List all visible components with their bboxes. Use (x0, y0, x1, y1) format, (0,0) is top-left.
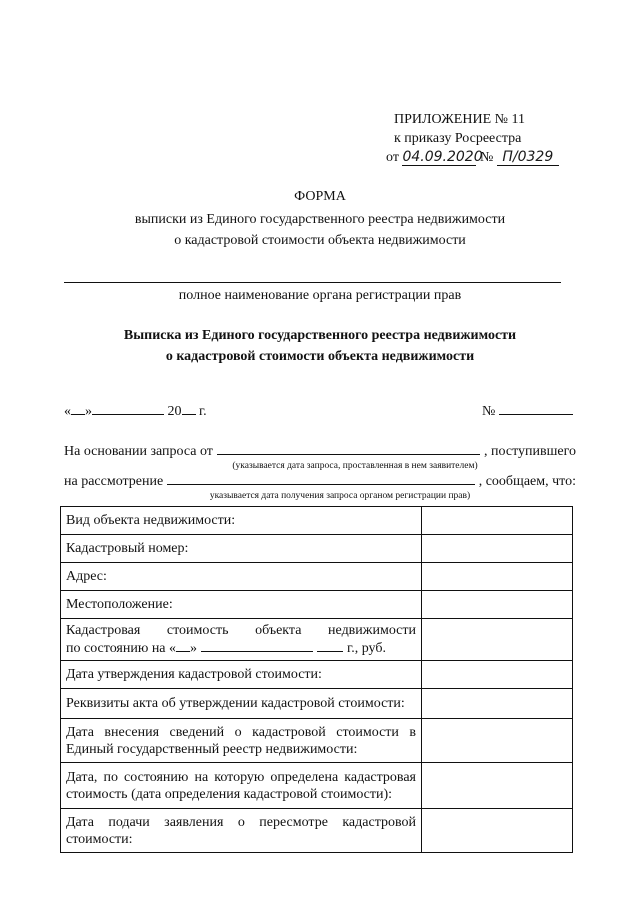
basis-part4: , сообщаем, что: (478, 474, 576, 489)
order-reference (386, 150, 559, 166)
number-blank (499, 402, 573, 415)
table-row (61, 535, 573, 563)
order-date-handwritten: 04.09.2020 (402, 149, 483, 165)
row-value (422, 763, 573, 809)
row-label: Дата, по состоянию на которую определена кадастровая стоимость (дата определения кадастровой стоимости): (61, 763, 422, 809)
basis-part1: На основании запроса от (64, 444, 213, 459)
basis-block (64, 442, 576, 502)
row-value (422, 591, 573, 619)
table-row (61, 763, 573, 809)
number-line (482, 402, 573, 420)
row-value (422, 719, 573, 763)
row5-year-blank (317, 639, 343, 652)
table-row (61, 591, 573, 619)
basis-caption1: (указывается дата запроса, проставленная в нем заявителем) (232, 461, 478, 471)
organ-name-line (64, 282, 561, 283)
table-row (61, 507, 573, 535)
basis-part2: , поступившего (484, 444, 576, 459)
row5-prefix: по состоянию на « (66, 641, 177, 656)
row5-suffix: г., руб. (347, 641, 386, 656)
order-date-prefix: от (386, 150, 399, 165)
appendix-title: ПРИЛОЖЕНИЕ № 11 (394, 112, 525, 127)
row-value (422, 563, 573, 591)
table-row (61, 563, 573, 591)
order-number-handwritten: П/0329 (497, 150, 559, 166)
row5-line2 (66, 639, 416, 657)
row5-day-blank (176, 639, 190, 652)
row-label: Вид объекта недвижимости: (61, 507, 422, 535)
request-date-blank (217, 442, 480, 455)
row5-month-blank (201, 639, 313, 652)
form-title-line1: выписки из Единого государственного реестра недвижимости (134, 212, 506, 227)
close-quote: » (85, 404, 92, 419)
extract-title-line2: о кадастровой стоимости объекта недвижимости (165, 349, 475, 364)
basis-caption2: указывается дата получения запроса органом регистрации прав) (209, 491, 471, 501)
row-label: Дата утверждения кадастровой стоимости: (61, 661, 422, 689)
row-label: Дата внесения сведений о кадастровой стоимости в Единый государственный реестр недвижимости: (61, 719, 422, 763)
row-value (422, 507, 573, 535)
row-label: Кадастровый номер: (61, 535, 422, 563)
number-sign: № (482, 404, 496, 419)
row-label: Реквизиты акта об утверждении кадастровой стоимости: (61, 689, 422, 719)
year-blank (182, 402, 196, 415)
table-row (61, 661, 573, 689)
form-title-line2: о кадастровой стоимости объекта недвижимости (174, 233, 466, 248)
appendix-subtitle: к приказу Росреестра (394, 131, 522, 146)
year-prefix: 20 (167, 404, 182, 419)
order-number-prefix: № (479, 150, 494, 165)
table-row (61, 619, 573, 661)
organ-caption: полное наименование органа регистрации прав (178, 288, 462, 303)
date-line (64, 402, 207, 420)
extract-title-line1: Выписка из Единого государственного реестра недвижимости (123, 328, 517, 343)
row-value (422, 535, 573, 563)
row-label: Местоположение: (61, 591, 422, 619)
row-value (422, 689, 573, 719)
form-title (0, 209, 640, 251)
row5-mid: » (190, 641, 198, 656)
basis-row1 (64, 442, 576, 460)
day-blank (71, 402, 85, 415)
appendix-block (394, 110, 525, 148)
month-blank (92, 402, 164, 415)
table-row (61, 689, 573, 719)
row-label (61, 619, 422, 661)
basis-part3: на рассмотрение (64, 474, 164, 489)
row-label: Адрес: (61, 563, 422, 591)
row-value (422, 809, 573, 853)
form-label: ФОРМА (294, 189, 346, 204)
basis-row2 (64, 472, 576, 490)
row-value (422, 619, 573, 661)
year-suffix: г. (199, 404, 207, 419)
table-row (61, 809, 573, 853)
receipt-date-blank (167, 472, 474, 485)
cadastral-table (60, 506, 573, 853)
row-label: Дата подачи заявления о пересмотре кадастровой стоимости: (61, 809, 422, 853)
row-value (422, 661, 573, 689)
row5-line1: Кадастровая стоимость объекта недвижимости (66, 623, 416, 638)
extract-title (0, 325, 640, 367)
table-row (61, 719, 573, 763)
open-quote: « (64, 404, 71, 419)
